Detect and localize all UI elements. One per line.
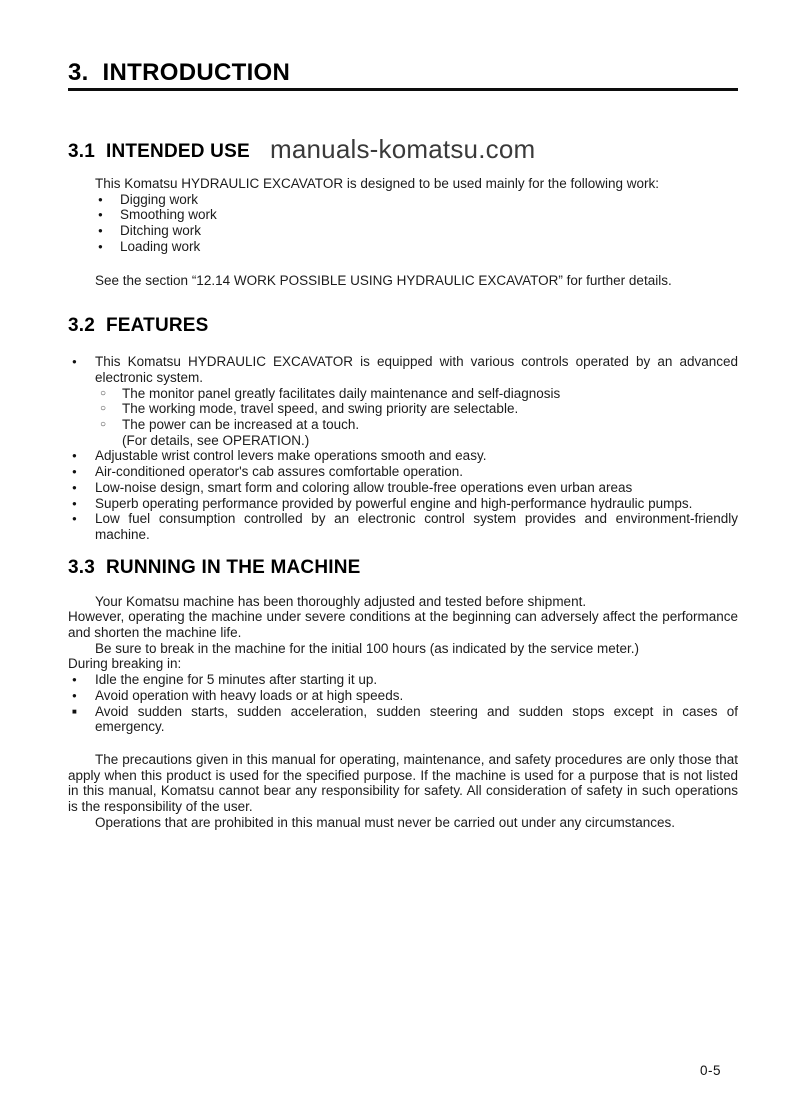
feature-text: Low-noise design, smart form and coloring allow trouble-free operations even urban areas — [95, 479, 633, 495]
intended-use-list — [68, 192, 738, 255]
section-intended-use — [68, 134, 738, 288]
list-item — [98, 207, 738, 223]
feature-item — [72, 511, 738, 542]
list-item-text: Avoid sudden starts, sudden acceleration, sudden steering and sudden stops except in cases of emergency. — [95, 703, 738, 735]
bullet-dot-icon: ● — [72, 514, 77, 524]
section-heading-running-in: 3.3 RUNNING IN THE MACHINE — [68, 556, 361, 578]
paragraph: During breaking in: — [68, 656, 182, 672]
paragraph: Operations that are prohibited in this manual must never be carried out under any circumstances. — [95, 814, 676, 830]
intended-use-intro: This Komatsu HYDRAULIC EXCAVATOR is designed to be used mainly for the following work: — [95, 176, 659, 191]
bullet-dot-icon: ● — [98, 210, 103, 220]
list-item-text: Idle the engine for 5 minutes after starting it up. — [95, 672, 378, 688]
page-number: 0-5 — [699, 1063, 721, 1078]
section-running-in — [68, 557, 738, 831]
feature-text: Air-conditioned operator's cab assures comfortable operation. — [95, 464, 464, 480]
feature-note: (For details, see OPERATION.) — [122, 432, 310, 448]
section-features — [68, 315, 738, 542]
list-item — [72, 688, 738, 704]
bullet-circle-icon: ○ — [100, 419, 107, 431]
list-item-text: Smoothing work — [120, 207, 217, 223]
bullet-dot-icon: ● — [72, 467, 77, 477]
list-item-text: Loading work — [120, 238, 201, 254]
feature-sublist — [95, 386, 738, 433]
sub-item-text: The power can be increased at a touch. — [122, 417, 360, 433]
feature-text: Superb operating performance provided by powerful engine and high-performance hydraulic pumps. — [95, 495, 693, 511]
bullet-dot-icon: ● — [72, 357, 77, 367]
section-heading-features: 3.2 FEATURES — [68, 315, 209, 337]
feature-item — [72, 354, 738, 448]
intended-use-heading-row — [68, 134, 738, 164]
bullet-circle-icon: ○ — [100, 403, 107, 415]
section-heading-intended-use: 3.1 INTENDED USE — [68, 141, 250, 162]
list-item — [98, 223, 738, 239]
bullet-dot-icon: ● — [98, 226, 103, 236]
bullet-dot-icon: ● — [98, 241, 103, 251]
bullet-dot-icon: ● — [72, 675, 77, 685]
header-rule — [68, 88, 738, 91]
bullet-dot-icon: ● — [72, 482, 77, 492]
chapter-title: 3. INTRODUCTION — [68, 59, 291, 86]
feature-item — [72, 496, 738, 512]
bullet-square-icon: ■ — [72, 706, 77, 716]
feature-item — [72, 448, 738, 464]
feature-text: This Komatsu HYDRAULIC EXCAVATOR is equipped with various controls operated by an advanced electronic system. — [95, 354, 738, 385]
list-item — [72, 672, 738, 688]
chapter-header — [68, 60, 738, 91]
feature-item — [72, 464, 738, 480]
list-item-text: Digging work — [120, 191, 199, 207]
see-also-note: See the section “12.14 WORK POSSIBLE USING HYDRAULIC EXCAVATOR” for further details. — [95, 272, 672, 288]
bullet-dot-icon: ● — [72, 690, 77, 700]
list-item-text: Ditching work — [120, 223, 202, 239]
feature-text: Low fuel consumption controlled by an electronic control system provides and environment-friendly machine. — [95, 511, 738, 542]
sub-item — [100, 401, 738, 417]
sub-item — [100, 417, 738, 433]
list-item-text: Avoid operation with heavy loads or at high speeds. — [95, 687, 404, 703]
feature-body — [95, 354, 738, 448]
closing-paragraphs — [68, 752, 738, 831]
watermark-text: manuals-komatsu.com — [270, 134, 536, 164]
bullet-dot-icon: ● — [72, 451, 77, 461]
features-list — [68, 354, 738, 542]
sub-item — [100, 386, 738, 402]
bullet-dot-icon: ● — [98, 194, 103, 204]
list-item — [72, 704, 738, 735]
sub-item-text: The monitor panel greatly facilitates daily maintenance and self-diagnosis — [122, 385, 561, 401]
list-item — [98, 239, 738, 255]
list-item — [98, 192, 738, 208]
sub-item-text: The working mode, travel speed, and swing priority are selectable. — [122, 401, 519, 417]
paragraph: The precautions given in this manual for operating, maintenance, and safety procedures are only those that apply when this product is used for the specified purpose. If the machine is used for a purpose that is not listed in this manual, Komatsu cannot bear any responsibility for safety. All consideration of safety in such operations is the responsibility of the user. — [68, 751, 738, 815]
feature-item — [72, 480, 738, 496]
breaking-in-list — [68, 672, 738, 735]
paragraph: Be sure to break in the machine for the initial 100 hours (as indicated by the service meter.) — [95, 640, 640, 656]
bullet-dot-icon: ● — [72, 498, 77, 508]
feature-text: Adjustable wrist control levers make operations smooth and easy. — [95, 448, 487, 464]
paragraph: However, operating the machine under severe conditions at the beginning can adversely affect the performance and shorten the machine life. — [68, 609, 738, 641]
bullet-circle-icon: ○ — [100, 387, 107, 399]
paragraph: Your Komatsu machine has been thoroughly adjusted and tested before shipment. — [95, 593, 587, 609]
